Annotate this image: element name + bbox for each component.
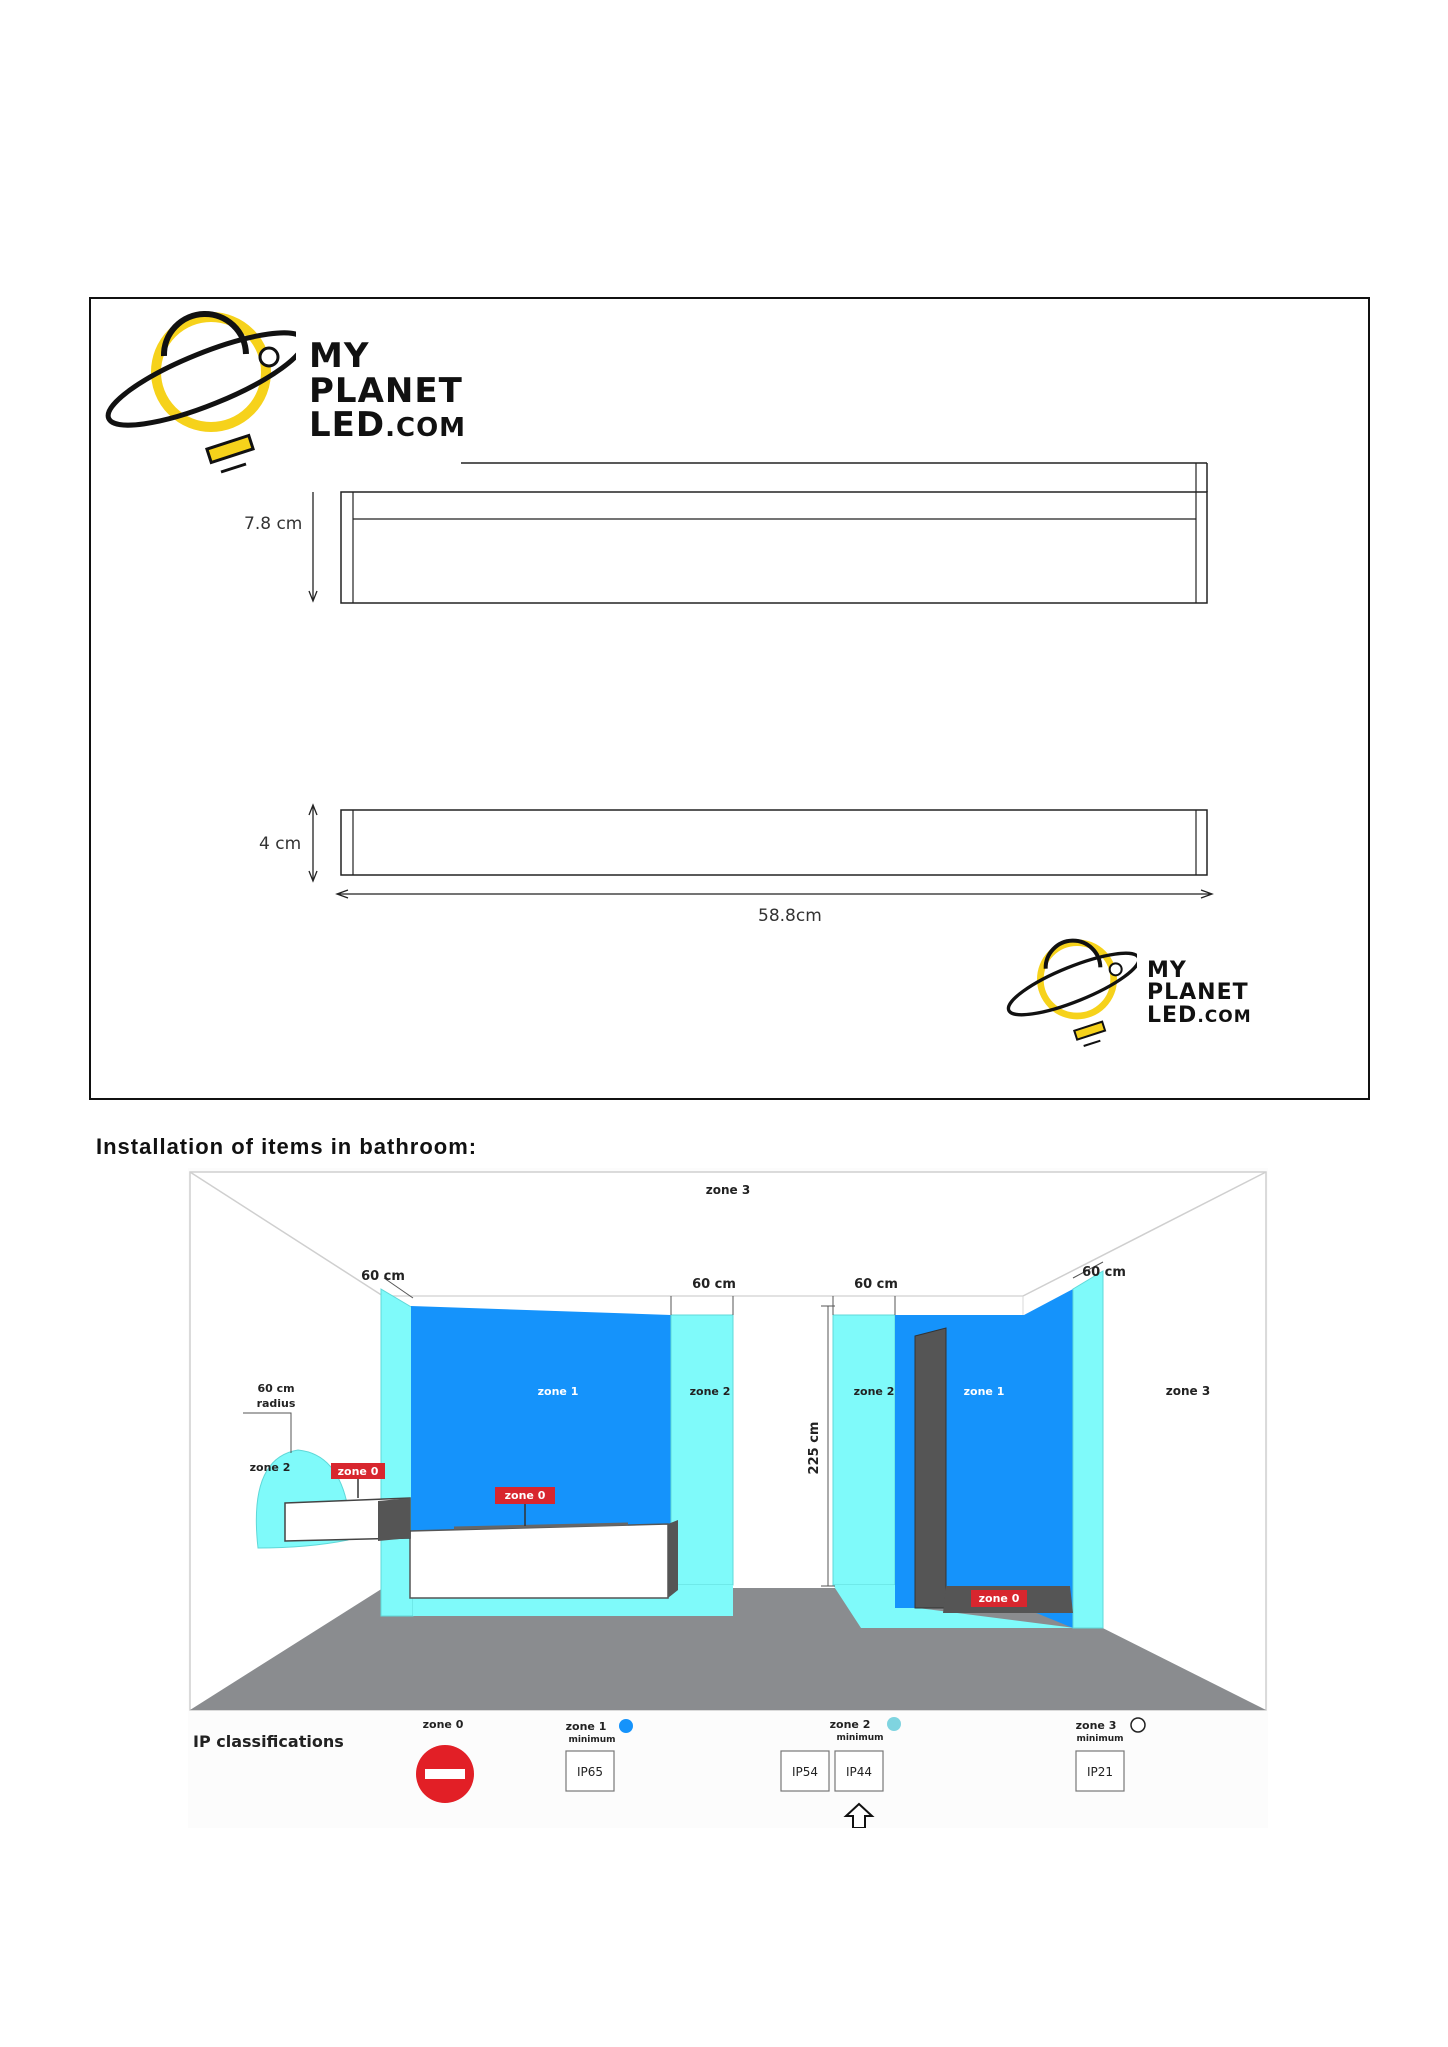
planet-bulb-icon (997, 934, 1137, 1054)
label-zone2-shower: zone 2 (853, 1385, 895, 1398)
zone3-color-dot (1131, 1718, 1145, 1732)
ip-zone1-minimum: minimum (568, 1735, 616, 1745)
zone2-bath-panel (671, 1315, 733, 1585)
zone1-color-dot (619, 1719, 633, 1733)
logo-line-my: MY (309, 336, 370, 376)
zone2-right-wall (1073, 1271, 1103, 1628)
zone0-badge-sink (331, 1463, 385, 1479)
bathtub (410, 1524, 668, 1598)
ip-zone2-minimum: minimum (836, 1733, 884, 1743)
label-60cm-right: 60 cm (1082, 1265, 1126, 1280)
label-60cm-shower: 60 cm (854, 1277, 898, 1292)
brand-logo-bottom: MY PLANET LED.COM (997, 934, 1297, 1054)
label-sink-radius-2: radius (256, 1397, 296, 1410)
label-225cm: 225 cm (807, 1421, 822, 1475)
logo-line-planet: PLANET (309, 370, 463, 411)
height-label-bottom: 4 cm (259, 834, 302, 854)
ip-zone3-minimum: minimum (1076, 1734, 1124, 1744)
label-zone2-bath: zone 2 (689, 1385, 731, 1398)
zone1-right-wall (1024, 1289, 1073, 1628)
label-zone1-shower: zone 1 (963, 1385, 1005, 1398)
label-zone1-bath: zone 1 (537, 1385, 579, 1398)
svg-text:zone 0: zone 0 (504, 1489, 546, 1502)
ip21-box: IP21 (1086, 1765, 1114, 1779)
ip-zone3-label: zone 3 (1075, 1719, 1117, 1732)
ip65-box: IP65 (576, 1765, 604, 1779)
zone0-badge-shower (971, 1590, 1027, 1607)
label-60cm-bath: 60 cm (692, 1277, 736, 1292)
ip54-box: IP54 (791, 1765, 819, 1779)
product-drawing-sheet (89, 297, 1370, 1100)
svg-text:zone 0: zone 0 (337, 1465, 379, 1478)
label-zone2-sink: zone 2 (249, 1461, 291, 1474)
ip-zone2-label: zone 2 (829, 1718, 871, 1731)
svg-text:zone 0: zone 0 (978, 1592, 1020, 1605)
fixture-front-view (341, 810, 1207, 875)
label-60cm-left: 60 cm (361, 1269, 405, 1284)
label-zone3-top: zone 3 (705, 1183, 751, 1197)
zone2-color-dot (887, 1717, 901, 1731)
fixture-side-view (341, 492, 1207, 603)
no-entry-icon (416, 1745, 474, 1803)
ip-zone0-label: zone 0 (422, 1718, 464, 1731)
zone2-shower-panel (833, 1315, 895, 1585)
section-title: Installation of items in bathroom: (96, 1134, 478, 1159)
bathroom-zones-diagram (188, 1168, 1268, 1828)
ip44-box: IP44 (845, 1765, 873, 1779)
ip-zone1-label: zone 1 (565, 1720, 607, 1733)
height-label-top: 7.8 cm (244, 514, 303, 534)
shower-partition (915, 1328, 946, 1608)
zone1-shower (895, 1315, 1024, 1608)
zone0-badge-bath (495, 1487, 555, 1504)
label-sink-radius-1: 60 cm (257, 1382, 295, 1395)
length-label: 58.8cm (758, 906, 822, 926)
label-zone3-right: zone 3 (1165, 1384, 1211, 1398)
logo-line-led: LED.COM (309, 405, 467, 446)
zone2-left-wall (381, 1289, 413, 1616)
ip-title: IP classifications (193, 1732, 344, 1751)
